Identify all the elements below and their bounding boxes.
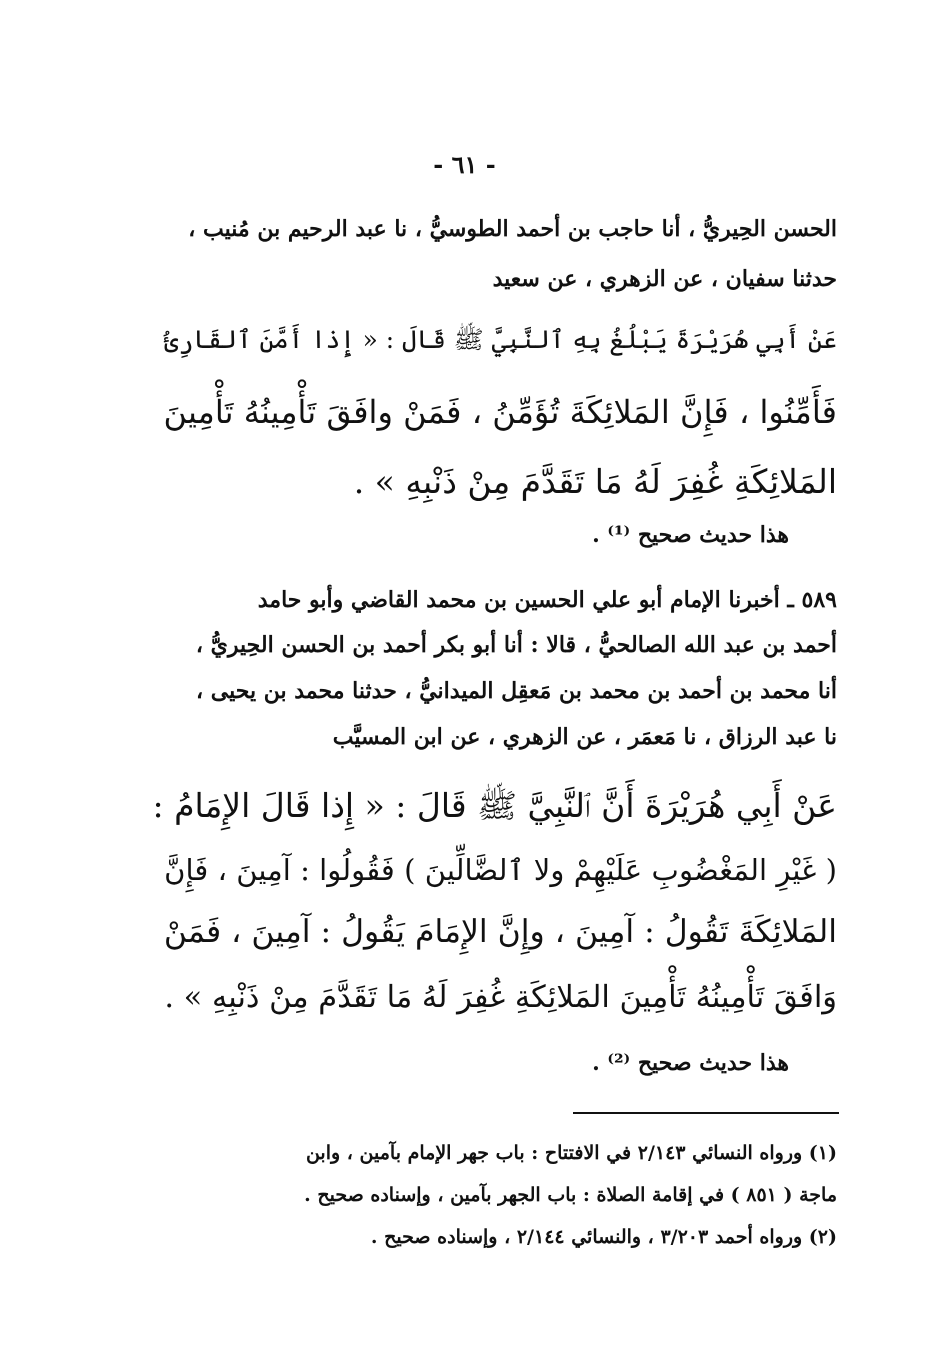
chain-line: نا عبد الرزاق ، نا مَعمَر ، عن الزهري ، عن ابن المسيَّب [332,724,837,750]
hadith-text-line: المَلائِكَةَ تَقُولُ : آمِينَ ، وإِنَّ الإِمَامَ يَقُولُ : آمِينَ ، فَمَنْ [163,914,837,950]
footnote-line: (١) ورواه النسائي ٢/١٤٣ في الافتتاح : باب جهر الإمام بآمين ، وابن [305,1142,837,1164]
footnote-separator [573,1112,839,1114]
hadith-text-line: المَلائِكَةِ غُفِرَ لَهُ مَا تَقَدَّمَ مِنْ ذَنْبِهِ » . [353,462,837,501]
hadith-text-line: ( غَيْرِ المَغْضُوبِ عَلَيْهِمْ ولا ٱلضَّالِّينَ ) فَقُولُوا : آمِينَ ، فَإِنَّ [164,853,837,887]
hadith-text-line: عَنْ أَبِي هُرَيْرَةَ أَنَّ ٱلنَّبِيَّ ﷺ قَالَ : « إِذا قَالَ الإِمَامُ : [152,786,837,825]
chain-line: حدثنا سفيان ، عن الزهري ، عن سعيد [492,266,837,292]
chain-line: أحمد بن عبد الله الصالحيُّ ، قالا : أنا أبو بكر أحمد بن الحسن الحِيريُّ ، [195,632,837,658]
chain-line: أنا محمد بن أحمد بن محمد بن مَعقِل الميدانيُّ ، حدثنا محمد بن يحيى ، [196,678,837,704]
chain-line: الحسن الحِيريُّ ، أنا حاجب بن أحمد الطوسيُّ ، نا عبد الرحيم بن مُنيب ، [188,216,837,242]
hadith-text-line: وَافَقَ تَأْمِينُهُ تَأْمِينَ المَلائِكَةِ غُفِرَ لَهُ مَا تَقَدَّمَ مِنْ ذَنْبِهِ » . [164,980,837,1015]
chain-line: ٥٨٩ ـ أخبرنا الإمام أبو علي الحسين بن محمد القاضي وأبو حامد [257,587,837,613]
hadith-grade: هذا حديث صحيح ⁽¹⁾ . [592,522,789,548]
hadith-grade: هذا حديث صحيح ⁽²⁾ . [592,1050,789,1076]
hadith-text-line: فَأَمِّنُوا ، فَإِنَّ المَلائِكَةَ تُؤَمِّنُ ، فَمَنْ وافَقَ تَأْمِينُهُ تَأْمِينَ [163,393,837,431]
footnote-line: ماجة ( ٨٥١ ) في إقامة الصلاة : باب الجهر بآمين ، وإسناده صحيح . [304,1184,837,1206]
page-number: - ٦١ - [433,150,496,179]
footnote-line: (٢) ورواه أحمد ٣/٢٠٣ ، والنسائي ٢/١٤٤ ، وإسناده صحيح . [370,1226,837,1248]
hadith-text-line: عَنْ أَبِي هُرَيْرَةَ يَبْلُغُ بِهِ ٱلنَّبِيَّ ﷺ قَالَ : « إِذا أَمَّنَ ٱلقَارِئُ [164,325,837,354]
